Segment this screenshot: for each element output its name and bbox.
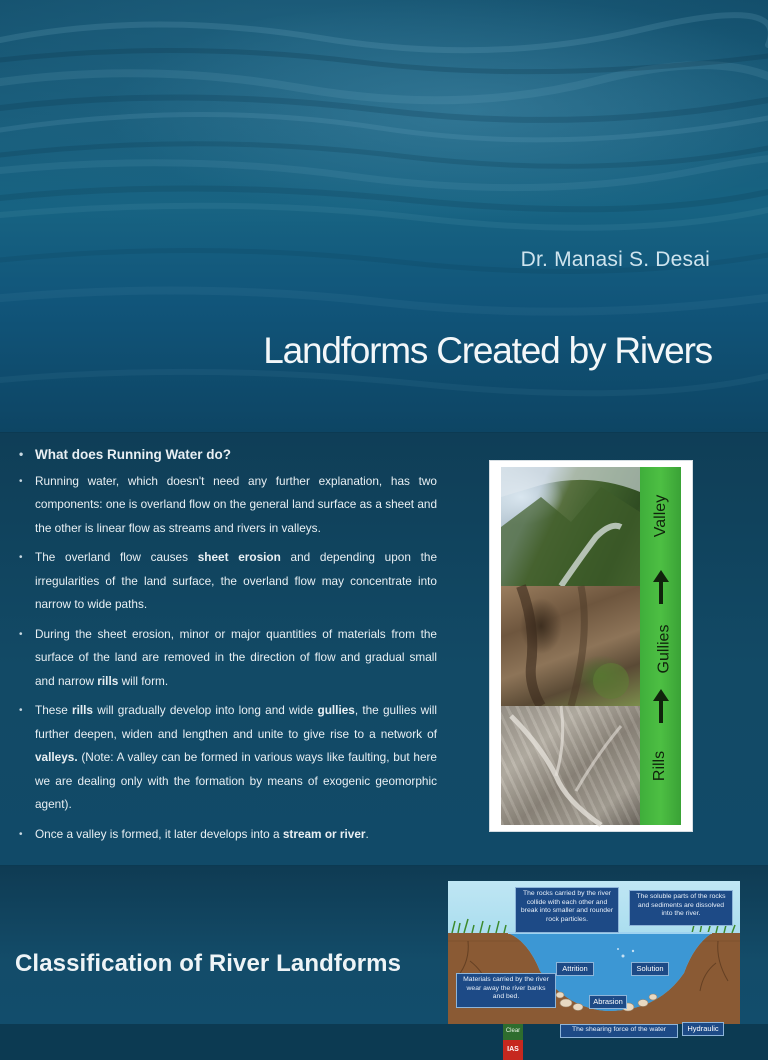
- logo-text-top: Clear: [503, 1022, 523, 1040]
- author-name: Dr. Manasi S. Desai: [520, 248, 710, 271]
- stage-sidebar: [640, 467, 681, 825]
- valley-photo: [501, 467, 640, 586]
- title-slide: [0, 0, 768, 432]
- bullet-text: Once a valley is formed, it later develops into a: [35, 826, 283, 841]
- bullet-emphasis: rills: [97, 673, 119, 688]
- bullet-icon: •: [19, 828, 23, 840]
- bullet-text: .: [365, 826, 369, 841]
- bullet-item: [19, 699, 437, 817]
- up-arrow-icon: [651, 570, 671, 604]
- bullet-emphasis: sheet erosion: [197, 550, 281, 564]
- presentation-title: Landforms Created by Rivers: [263, 330, 712, 371]
- section-title: Classification of River Landforms: [15, 950, 402, 977]
- label-hydraulic: Hydraulic: [682, 1022, 724, 1036]
- bullet-list: [19, 443, 437, 852]
- bullet-emphasis: gullies: [317, 703, 355, 717]
- bullet-text: These: [35, 703, 72, 717]
- label-solution: Solution: [631, 962, 669, 976]
- bullet-icon: •: [19, 447, 24, 461]
- bullet-item: [19, 546, 437, 617]
- callout-collide: The rocks carried by the river collide with each other and break into smaller and rounder rock particles.: [515, 887, 619, 933]
- bullet-text: (Note: A valley can be formed in various ways like faulting, but here we are dealing only with the formation by means of exogenic geomorphic agent).: [35, 750, 437, 811]
- callout-soluble: The soluble parts of the rocks and sediments are dissolved into the river.: [629, 890, 733, 926]
- bullet-item: [19, 823, 437, 847]
- bullet-icon: •: [19, 628, 23, 640]
- bullet-text: During the sheet erosion, minor or major quantities of materials from the surface of the land are removed in the direction of flow and gradual small and narrow: [35, 626, 437, 688]
- callout-materials: Materials carried by the river wear away the river banks and bed.: [456, 973, 556, 1008]
- bullet-heading: [19, 443, 437, 467]
- bullet-emphasis: valleys.: [35, 750, 78, 764]
- bullet-text: The overland flow causes: [35, 550, 198, 564]
- bullet-emphasis: stream or river: [282, 826, 366, 841]
- bullet-text: Running water, which doesn't need any further explanation, has two components: one is overland flow on the general land surface as a sheet and the other is linear flow as streams and rivers in valleys.: [35, 473, 438, 535]
- bullet-item: [19, 470, 437, 541]
- stage-label-gullies: Gullies: [655, 624, 673, 674]
- bullet-text: will form.: [118, 673, 169, 688]
- bullet-text: will gradually develop into long and wide: [93, 703, 318, 717]
- label-attrition: Attrition: [556, 962, 594, 976]
- bullet-item: [19, 623, 437, 694]
- bullet-text: and depending upon the irregularities of the land surface, the overland flow may concentrate into narrow to wide paths.: [35, 550, 438, 611]
- clear-ias-logo: [503, 1022, 523, 1060]
- bullet-icon: •: [19, 705, 23, 716]
- bullet-text: , the gullies will further deepen, widen and lengthen and unite to give rise to a network of: [35, 703, 437, 741]
- callout-shearing: The shearing force of the water: [560, 1024, 678, 1038]
- stage-label-rills: Rills: [651, 750, 669, 782]
- bullet-icon: •: [19, 475, 23, 487]
- valley-scene: [501, 467, 640, 586]
- rills-scene: [501, 706, 640, 825]
- logo-text-bottom: IAS: [503, 1040, 523, 1060]
- bullet-icon: •: [19, 552, 23, 563]
- gullies-scene: [501, 586, 640, 706]
- bullet-text: What does Running Water do?: [35, 447, 231, 462]
- gullies-photo: [501, 586, 640, 706]
- label-abrasion: Abrasion: [589, 995, 627, 1009]
- bullet-emphasis: rills: [72, 703, 93, 717]
- up-arrow-icon: [651, 689, 671, 723]
- stage-label-valley: Valley: [652, 494, 670, 538]
